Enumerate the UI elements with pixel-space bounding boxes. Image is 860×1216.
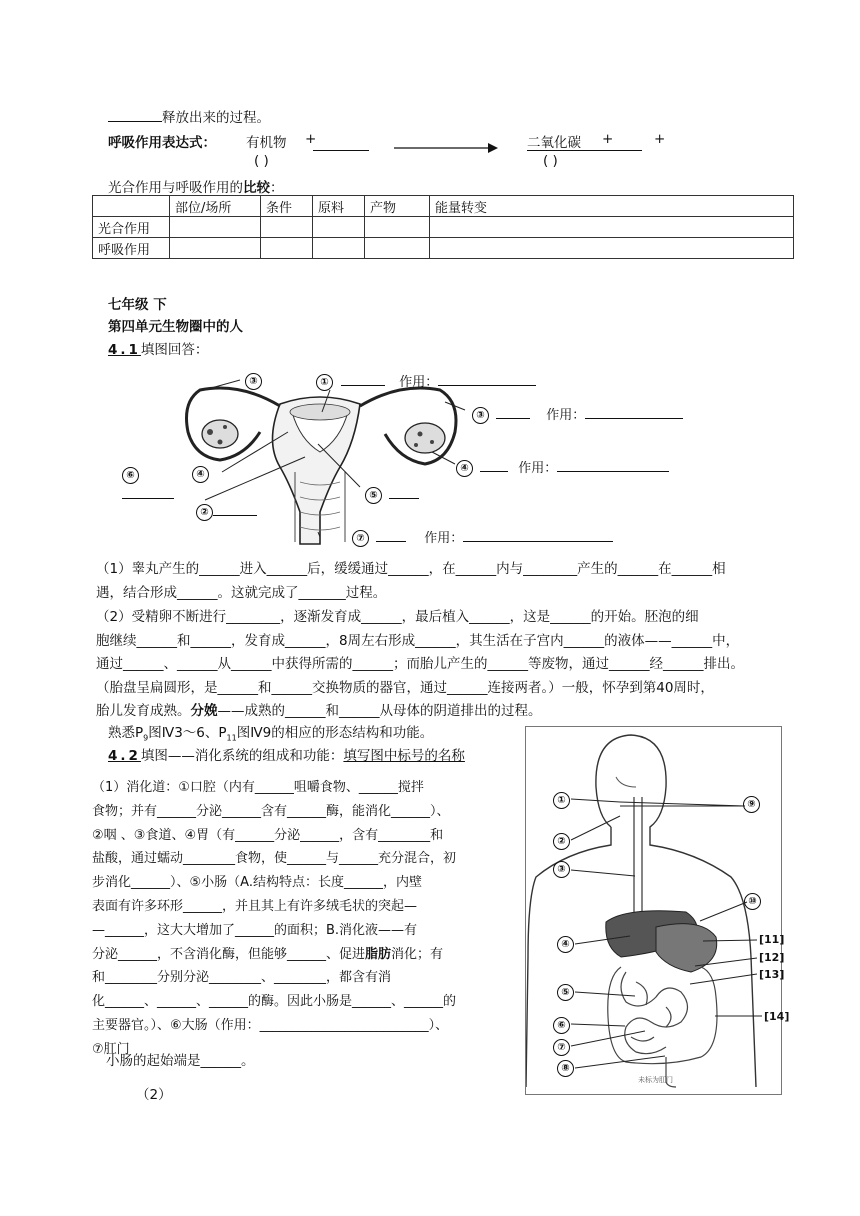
section-title-underlined: 填写图中标号的名称 [343,748,465,764]
text-line [96,700,744,724]
digestion-paragraph [92,776,456,1062]
table-cell[interactable] [365,217,430,238]
blank[interactable] [438,371,536,386]
label-3-left [245,373,262,390]
compare-table [92,195,794,259]
text-line: 和________分别分泌________、________，都含有消 [92,970,392,986]
plus-sign-3: + [654,131,666,147]
text-line: 步消化______）、⑤小肠（A.结构特点：长度______，内壁 [92,875,422,891]
blank[interactable] [557,457,669,472]
text-line: 化______、______、______的酶。因此小肠是______、______的 [92,994,457,1010]
text-line [92,943,456,967]
resp-label: 呼吸作用表达式： [108,135,216,151]
header-cell [93,196,170,217]
text-line: 食物；并有______分泌______含有______酶，能消化______）、 [92,803,450,819]
paragraph-1 [96,558,726,605]
part-2-label: （2） [136,1087,172,1103]
number-14-text: 14 [769,1010,785,1023]
paragraph-2 [96,606,744,724]
familiar-line [108,721,433,743]
start-line: 小肠的起始端是______。 [106,1053,255,1069]
number-4-icon: ④ [456,460,473,477]
number-8-icon: ⑧ [557,1060,574,1077]
section-num: 4.1 [108,342,141,358]
plus-sign-2: + [602,131,614,147]
blank[interactable] [341,371,385,386]
text-span: 图Ⅳ9的相应的形态结构和功能。 [236,725,434,741]
blank[interactable] [585,404,683,419]
number-7-icon: ⑦ [352,530,369,547]
function-label: 作用： [424,531,464,546]
label-5 [365,484,419,504]
text-line: （1）睾丸产生的______进入______后，缓缓通过______，在______内与________产生的______在______相 [96,561,726,577]
section-num: 4.2 [108,748,141,764]
number-3-icon: ③ [472,407,489,424]
label-6 [122,467,174,503]
arrow-icon [394,141,498,155]
text-line: 盐酸，通过蠕动________食物，使______与______充分混合，初 [92,851,457,867]
function-label: 作用： [399,375,439,390]
number-10-icon: ⑩ [744,893,761,910]
blank [108,107,162,122]
text-line: （1）消化道：①口腔（内有______咀嚼食物、______搅拌 [92,780,424,795]
table-cell[interactable] [261,217,313,238]
label-4-left [192,466,209,483]
number-9-icon: ⑨ [743,796,760,813]
blank[interactable] [463,527,613,542]
number-1-icon: ① [316,374,333,391]
number-3-icon: ③ [245,373,262,390]
plus-sign: + [305,131,317,147]
number-4-icon: ④ [192,466,209,483]
header-cell: 条件 [261,196,313,217]
number-3-icon: ③ [553,861,570,878]
text-line: —______，这大大增加了______的面积；B.消化液——有 [92,922,418,938]
table-cell[interactable] [170,238,261,259]
blank[interactable] [213,501,257,516]
unit-title: 第四单元生物圈中的人 [108,319,243,335]
compare-title-colon: ： [270,180,284,196]
number-7-icon: ⑦ [553,1039,570,1056]
table-cell[interactable] [313,238,365,259]
organic-text: 有机物 [246,135,287,151]
section-title: 填图——消化系统的组成和功能： [140,748,344,764]
blank[interactable] [389,484,419,499]
text-line: 遇，结合形成______。这就完成了_______过程。 [96,584,387,601]
number-2-icon: ② [196,504,213,521]
text-line: 通过______、______从______中获得所需的______；而胎儿产生的______等废物，通过______经______排出。 [96,656,744,672]
paren-text-2: ( ) [543,153,558,169]
table-cell[interactable] [430,238,794,259]
compare-title-bold: 比较 [243,180,270,196]
fig-label-12: [12] [759,951,785,964]
text-line: （2）受精卵不断进行________，逐渐发育成______，最后植入______，这是______的开始。胚泡的细 [96,609,699,625]
blank[interactable] [480,457,508,472]
table-cell[interactable] [170,217,261,238]
table-row [93,238,794,259]
number-13-text: 13 [764,968,780,981]
text-line: ②咽 、③食道、④胃（有______分泌______，含有________和 [92,827,444,843]
page-sub: 11 [226,733,237,743]
text-span: 消化；有 [391,946,444,962]
section-4-2-heading [108,744,465,764]
text-span: 分泌______，不含消化酶，但能够______、促进 [92,946,366,962]
label-4-right [456,457,669,477]
label-2 [196,501,257,521]
number-5-icon: ⑤ [557,984,574,1001]
fig-label-13: [13] [759,968,785,981]
table-cell[interactable] [261,238,313,259]
number-12-text: 12 [764,951,780,964]
number-4-icon: ④ [557,936,574,953]
text-span: ——成熟的______和______从母体的阴道排出的过程。 [217,703,542,719]
blank[interactable] [122,484,174,499]
header-cell: 原料 [313,196,365,217]
bold-term: 分娩 [190,703,218,719]
text-span: 胎儿发育成熟。 [96,703,191,719]
table-cell[interactable] [365,238,430,259]
header-cell: 产物 [365,196,430,217]
number-1-icon: ① [553,792,570,809]
compare-title [108,176,284,196]
text-line: （胎盘呈扁圆形，是______和______交换物质的器官，通过______连接两者。）一般，怀孕到第40周时， [96,679,714,696]
figure-caption: 未标为肛门 [638,1076,673,1084]
bold-term: 脂肪 [365,946,392,962]
table-cell[interactable] [430,217,794,238]
text-span: 熟悉P [108,725,144,741]
header-cell: 部位/场所 [170,196,261,217]
table-row [93,217,794,238]
text-line: ⑦肛门 [92,1041,130,1057]
number-6-icon: ⑥ [122,467,139,484]
text-line: 表面有许多环形______，并且其上有许多绒毛状的突起— [92,898,418,914]
blank[interactable] [376,527,406,542]
number-2-icon: ② [553,833,570,850]
text-line: 胞继续______和______，发育成______，8周左右形成______，其生活在子宫内______的液体——______中， [96,632,740,649]
number-6-icon: ⑥ [553,1017,570,1034]
number-5-icon: ⑤ [365,487,382,504]
blank[interactable] [496,404,530,419]
text-line: 主要器官。）、⑥大肠（作用：__________________________）、 [92,1017,449,1033]
blank-line [313,150,369,151]
page-sub: 9 [143,733,149,743]
text-span: 图Ⅳ3～6、P [148,725,227,741]
section-4-1-heading [108,338,208,358]
paren-text: ( ) [254,153,269,169]
function-label: 作用： [518,461,558,476]
header-cell: 能量转变 [430,196,794,217]
table-cell[interactable] [313,217,365,238]
line1-text: 释放出来的过程。 [162,110,270,126]
blank-line [527,150,642,151]
section-title: 填图回答： [140,342,209,358]
row-label: 光合作用 [93,217,170,238]
number-11-text: 11 [764,933,780,946]
label-7 [352,527,613,547]
function-label: 作用： [546,408,586,423]
leader-lines [525,726,780,1093]
grade-heading: 七年级 下 [108,297,167,313]
label-1 [316,371,536,391]
fig-label-11: [11] [759,933,785,946]
row-label: 呼吸作用 [93,238,170,259]
co2-text: 二氧化碳 [527,135,581,151]
fig-label-14: [14] [764,1010,790,1023]
compare-title-text: 光合作用与呼吸作用的 [108,180,243,196]
top-line1 [108,106,270,126]
table-header-row [93,196,794,217]
label-3-right [472,404,683,424]
